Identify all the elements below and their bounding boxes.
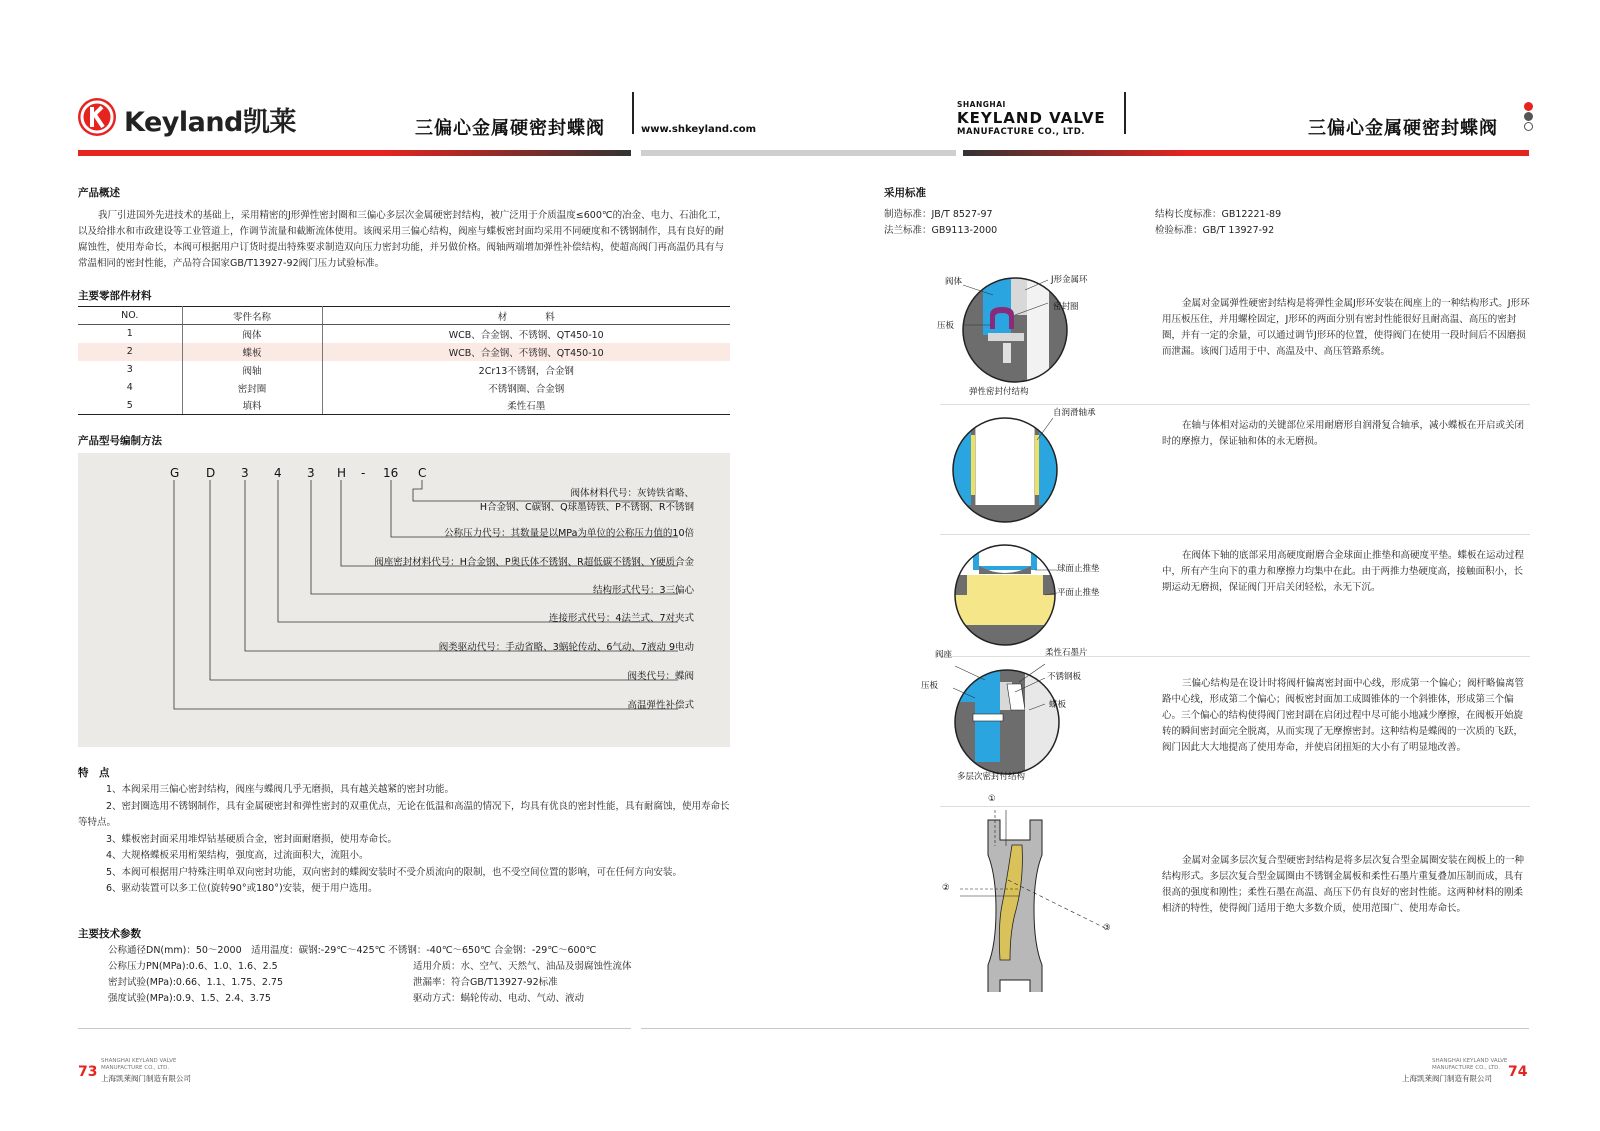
bearing-diagram [945,410,1145,528]
materials-table [78,306,730,415]
footer-company-cn-right: 上海凯莱阀门制造有限公司 [1402,1074,1492,1083]
seal-cross-section-diagram [942,794,1140,992]
cell: 蝶板 [182,343,322,361]
code-char: D [206,466,216,480]
bearing-drawing [945,410,1145,528]
hollow-dot-icon [1524,122,1533,131]
footer-company-en-right [1432,1058,1507,1072]
tech-left-1: 密封试验(MPa):0.66、1.1、1.75、2.75 [108,977,283,988]
tech-left-2: 强度试验(MPa):0.9、1.5、2.4、3.75 [108,993,271,1004]
cell: 4 [78,379,182,397]
col-part: 零件名称 [182,307,322,325]
company-name-en [957,101,1106,136]
cell: 柔性石墨 [322,397,730,415]
divider [940,656,1530,657]
table-row [78,361,730,379]
feature-item: 1、本阀采用三偏心密封结构，阀座与蝶阀几乎无磨损，具有越关越紧的密封功能。 [106,784,455,795]
footer-company-cn-left: 上海凯莱阀门制造有限公司 [101,1074,191,1083]
company-line2: KEYLAND VALVE [957,108,1106,127]
tech-right-2: 驱动方式：蜗轮传动、电动、气动、液动 [413,993,585,1004]
section-text: 在阀体下轴的底部采用高硬度耐磨合金球面止推垫和高硬度平垫。蝶板在运动过程中，所有产生向下的重力和摩擦力均集中在此。由于两推力垫硬度高，接触面积小，长期运动无磨损，保证阀门开启关闭轻松，永无下沉。 [1162,550,1525,593]
divider [940,404,1530,405]
footer-en-line: MANUFACTURE CO., LTD. [1432,1065,1501,1071]
cell: 1 [78,325,182,343]
model-line: 阀体材料代号：灰铸铁省略、 [570,488,694,499]
table-row [78,343,730,361]
label: 多层次密封付结构 [957,772,1026,782]
model-line: 阀座密封材料代号：H合金钢、P奥氏体不锈钢、R超低碳不锈钢、Y硬质合金 [374,557,694,568]
model-line: 结构形式代号：3三偏心 [592,585,694,596]
cell: 2Cr13不锈钢，合金钢 [478,365,574,377]
section-text: 三偏心结构是在设计时将阀杆偏离密封面中心线，形成第一个偏心；阀杆略偏离管路中心线，形成第二个偏心；阀板密封面加工成圆锥体的一个斜锥体，形成第三个偏心。三个偏心的结构使得阀门密封副在启闭过程中尽可能小地减少摩擦，在阀板开始旋转的瞬间密封面完全脱离，从而实现了无摩擦密封。这种结构是蝶阀的一次质的飞跃，阀门因此大大地提高了使用寿命，并使启闭扭矩的大小有了明显地改善。 [1162,678,1525,753]
cell: 密封圈 [182,379,322,397]
model-heading: 产品型号编制方法 [78,435,162,447]
footer-en-line: SHANGHAI KEYLAND VALVE [101,1058,177,1064]
divider [940,534,1530,535]
overview-text: 我厂引进国外先进技术的基础上，采用精密的J形弹性密封圈和三偏心多层次金属硬密封结构，被广泛用于介质温度≤600℃的冶金、电力、石油化工，以及给排水和市政建设等工业管道上，作调节流量和截断流体使用。该阀采用三偏心结构，阀座与蝶板密封面均采用不同硬度和不锈钢制作，具有良好的耐腐蚀性，使用寿命长，本阀可根据用户订货时提出特殊要求制造双向压力密封功能，并另做价格。阀轴两端增加弹性补偿结构，使超高阀门再高温仍具有与常温相同的密封性能，产品符合国家GB/T13927-92阀门压力试验标准。 [78,210,727,269]
table-row [78,379,730,397]
tech-left-0: 公称压力PN(MPa):0.6、1.0、1.6、2.5 [108,961,278,972]
model-line: 高温弹性补偿式 [627,700,694,711]
model-line: 公称压力代号：其数量是以MPa为单位的公称压力值的10倍 [444,528,694,539]
col-no: NO. [78,307,182,325]
model-code-diagram [78,453,730,747]
header-bar-mid [641,150,956,156]
header-bar-left [78,150,631,156]
feature-item: 2、密封圈选用不锈钢制作，具有金属硬密封和弹性密封的双重优点，无论在低温和高温的情况下，均具有优良的密封性能，具有耐腐蚀，使用寿命长等特点。 [78,800,730,828]
j-ring-seal-drawing [945,275,1145,400]
label: 蝶板 [1049,700,1067,710]
feature-item: 3、蝶板密封面采用堆焊钴基硬质合金，密封面耐磨损，使用寿命长。 [106,833,398,845]
website-link[interactable]: www.shkeyland.com [641,124,757,135]
features-list [78,782,730,898]
code-char: - [361,466,366,480]
company-line3: MANUFACTURE CO., LTD. [957,126,1085,137]
page-number-right: 74 [1508,1064,1528,1080]
materials-heading: 主要零部件材料 [78,290,152,302]
standard-item: 法兰标准：GB9113-2000 [884,225,998,236]
feature-item: 4、大规格蝶板采用桁架结构，强度高，过流面积大，流阻小。 [106,850,369,861]
label: 柔性石墨片 [1045,648,1088,658]
label: 弹性密封付结构 [969,387,1029,397]
model-line: H合金钢、C碳钢、Q球墨铸铁、P不锈钢、R不锈钢 [479,502,694,513]
label: 自润滑轴承 [1053,408,1096,418]
label: 不锈钢板 [1047,672,1082,682]
standard-item: 制造标准：JB/T 8527-97 [884,209,993,220]
brand-en: Keyland [124,107,243,138]
dark-dot-icon [1524,112,1533,121]
divider [940,806,1530,807]
section-text: 金属对金属多层次复合型硬密封结构是将多层次复合型金属圈安装在阀板上的一种结构形式。多层次复合型金属圈由不锈钢金属板和柔性石墨片重复叠加压制而成，具有很高的强度和刚性；柔性石墨在高温、高压下仍有良好的密封性能。这两种材料的刚柔相济的特性，使得阀门适用于绝大多数介质，使用范围广、使用寿命长。 [1162,855,1525,914]
seal-cross-section-drawing [960,810,1140,992]
label: 球面止推垫 [1057,564,1100,574]
code-char: 16 [383,466,399,480]
table-row [78,397,730,415]
tech-line-1: 公称通径DN(mm)：50～2000 适用温度：碳钢:-29℃～425℃ 不锈钢：-40℃～650℃ 合金钢：-29℃～600℃ [108,945,597,956]
label: 压板 [937,321,955,331]
standard-item: 结构长度标准：GB12221-89 [1155,209,1282,220]
header-divider-right [1124,92,1126,134]
label: 阀体 [945,277,963,287]
model-line: 阀类驱动代号：手动省略、3蜗轮传动、6气动、7液动 9电动 [438,642,694,653]
label: ① [988,794,996,804]
model-line: 连接形式代号：4法兰式、7对夹式 [548,613,694,624]
model-line: 阀类代号：蝶阀 [627,671,694,682]
feature-item: 6、驱动装置可以多工位(旋转90°或180°)安装，便于用户选用。 [106,883,378,894]
label: 平面止推垫 [1057,588,1100,598]
footer-company-en-left [101,1058,176,1072]
section-text: 金属对金属弹性硬密封结构是将弹性金属J形环安装在阀座上的一种结构形式。J形环用压板压住，并用螺栓固定，J形环的两面分别有密封性能很好且耐高温、高压的密封圈，并有一定的余量，可以通过调节J形环的位置，使得阀门在使用一段时间后不因磨损而泄漏。该阀门适用于中、高温及中、高压管路系统。 [1162,298,1530,357]
label: J形金属环 [1051,275,1088,285]
cell: WCB、合金钢、不锈钢、QT450-10 [448,329,604,341]
cell: 阀体 [182,325,322,343]
footer-en-line: SHANGHAI KEYLAND VALVE [1432,1058,1508,1064]
company-line1: SHANGHAI [957,100,1006,109]
tech-right-1: 泄漏率：符合GB/T13927-92标准 [413,977,558,988]
code-char: H [337,466,347,480]
footer-en-line: MANUFACTURE CO., LTD. [101,1065,170,1071]
features-heading: 特 点 [78,767,110,779]
footer-line-right [641,1028,1529,1029]
standards-heading: 采用标准 [884,187,926,199]
j-ring-seal-diagram [937,275,1145,400]
multilayer-seal-diagram [921,648,1145,792]
overview-heading: 产品概述 [78,187,120,199]
code-char: G [170,466,180,480]
standard-item: 检验标准：GB/T 13927-92 [1155,225,1275,236]
keyland-logo-icon [78,98,116,136]
header-divider [632,92,634,134]
cell: 3 [78,361,182,379]
label: 密封圈 [1053,302,1079,312]
section-text: 在轴与体相对运动的关键部位采用耐磨形自润滑复合轴承，减小蝶板在开启或关闭时的摩擦力，保证轴和体的永无磨损。 [1162,420,1525,447]
cell: 2 [78,343,182,361]
table-row [78,325,730,343]
cell: WCB、合金钢、不锈钢、QT450-10 [322,343,730,361]
thrust-pad-drawing [945,540,1145,650]
cell: 阀轴 [182,361,322,379]
tech-heading: 主要技术参数 [78,928,141,940]
code-char: C [418,466,427,480]
cell: 不锈钢圈、合金钢 [488,383,565,395]
cell: 填料 [182,397,322,415]
code-char: 4 [274,466,282,480]
label: 压板 [921,681,939,691]
code-char: 3 [241,466,249,480]
page-number-left: 73 [78,1064,98,1080]
brand-name [124,100,296,139]
cell: 5 [78,397,182,415]
footer-line-left [78,1028,631,1029]
col-material: 材 料 [322,307,730,325]
label: 阀座 [935,650,953,660]
feature-item: 5、本阀可根据用户特殊注明单双向密封功能，双向密封的蝶阀安装时不受介质流向的限制，也不受空间位置的影响，可在任何方向安装。 [106,866,683,878]
label: ③ [1103,923,1111,933]
page-title-right: 三偏心金属硬密封蝶阀 [1308,118,1498,139]
page-title-left: 三偏心金属硬密封蝶阀 [415,118,605,139]
label: ② [942,883,950,893]
red-dot-icon [1524,102,1533,111]
decorative-dots [1524,102,1534,132]
tech-right-0: 适用介质：水、空气、天然气、油品及弱腐蚀性流体 [413,961,632,972]
thrust-pad-diagram [945,540,1145,650]
code-char: 3 [307,466,315,480]
brand-cn: 凯莱 [242,107,296,138]
header-bar-right [963,150,1529,156]
